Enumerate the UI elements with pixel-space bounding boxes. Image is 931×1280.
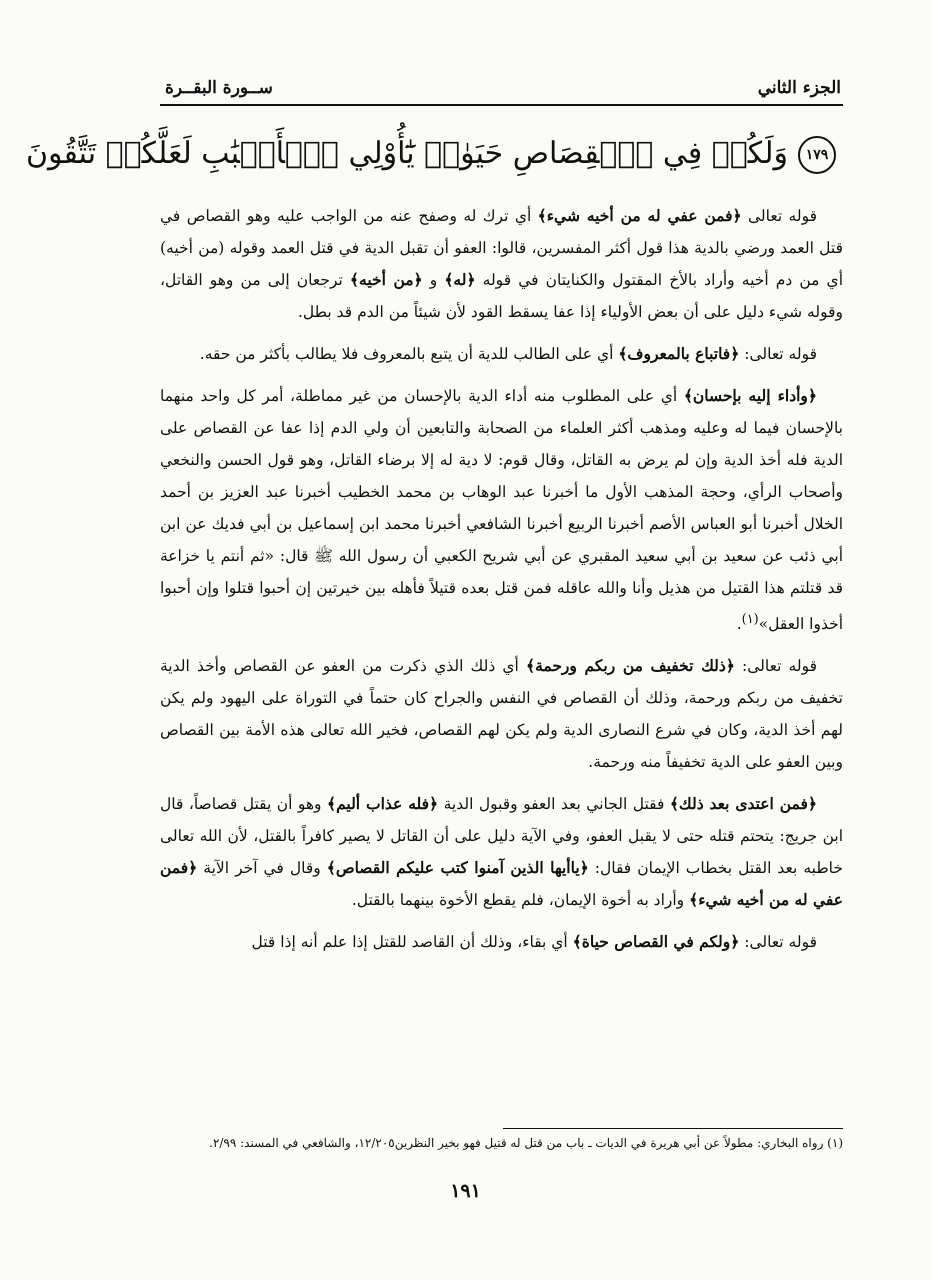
part-title: الجزء الثاني	[757, 78, 841, 98]
quoted-verse: ﴿فله عذاب أليم﴾	[327, 794, 439, 814]
text-run: أي ترك له وصفح عنه من الواجب عليه وهو القصاص في قتل العمد ورضي بالدية هذا قول أكثر المفسرين، قالوا: العفو أن تقبل الدية في قتل العمد وقوله (من أخيه) أي من دم أخيه وأراد بالأخ المقتول والكنايتان في قوله	[160, 207, 843, 289]
text-run: أي ذلك الذي ذكرت من العفو عن القصاص وأخذ الدية تخفيف من ربكم ورحمة، وذلك أن القصاص في النفس والجراح كان حتماً في التوراة على اليهود ولم يكن لهم أخذ الدية، وكان في شرع النصارى الدية ولم يكن لهم القصاص، فخير الله تعالى هذه الأمة بين القصاص وبين العفو على الدية تخفيفاً منه ورحمة.	[160, 657, 843, 772]
quoted-verse: ﴿من أخيه﴾	[349, 270, 423, 289]
quoted-verse: ﴿وأداء إليه بإحسان﴾	[683, 386, 817, 405]
page-number: ١٩١	[450, 1180, 481, 1202]
footnote-ref[interactable]: (١)	[741, 612, 759, 627]
quoted-verse: ﴿له﴾	[444, 270, 476, 289]
surah-title: ســورة البقــرة	[165, 78, 273, 98]
quoted-verse: ﴿فاتباع بالمعروف﴾	[618, 344, 740, 363]
paragraph	[160, 926, 843, 958]
quoted-verse: ﴿ياأيها الذين آمنوا كتب عليكم القصاص﴾	[326, 858, 589, 878]
quoted-verse: ﴿فمن اعتدى بعد ذلك﴾	[669, 794, 818, 814]
text-run: قوله تعالى:	[734, 657, 817, 676]
ayah-number-marker: ١٧٩	[798, 136, 836, 174]
header-rule	[160, 104, 843, 106]
commentary-body	[160, 200, 843, 968]
paragraph	[160, 200, 843, 328]
footnote: (١) رواه البخاري: مطولاً عن أبي هريرة في الديات ـ باب من قتل له قتيل فهو بخير النظرين١٢/٢٠٥، والشافعي في المسند: ٢/٩٩.	[209, 1136, 843, 1150]
text-run: قوله تعالى:	[739, 933, 817, 952]
quoted-verse: ﴿ولكم في القصاص حياة﴾	[572, 932, 740, 952]
quran-verse	[25, 126, 836, 182]
text-run: أي على المطلوب منه أداء الدية بالإحسان من غير مماطلة، أمر كل واحد منهما بالإحسان فيما له وعليه ومذهب أكثر العلماء من الصحابة والتابعين أن ولي الدم إذا عفا عن القصاص على الدية فله أخذ الدية وإن لم يرض به القاتل، وقال قوم: لا دية له إلا برضاء القاتل، وهو قول الحسن والنخعي وأصحاب الرأي، وحجة المذهب الأول ما أخبرنا عبد الوهاب بن محمد الخطيب أخبرنا عبد العزيز بن أحمد الخلال أخبرنا أبو العباس الأصم أخبرنا الربيع أخبرنا الشافعي أخبرنا محمد ابن إسماعيل بن أبي فديك عن ابن أبي ذئب عن سعيد بن أبي سعيد المقبري عن أبي شريح الكعبي أن رسول الله ﷺ قال: «ثم أنتم يا خزاعة قد قتلتم هذا القتيل من هذيل وأنا والله عاقله فمن قتل بعده قتيلاً فأهله بين خيرتين إن أحبوا قتلوا وإن أحبوا أخذوا العقل»	[160, 387, 843, 634]
quoted-verse: ﴿فمن عفي له من أخيه شيء﴾	[537, 206, 742, 225]
text-run: قوله تعالى	[741, 207, 818, 225]
running-header	[165, 70, 841, 98]
paragraph	[160, 338, 843, 370]
verse-text: وَلَكُمۡ فِي ٱلۡقِصَاصِ حَيَوٰةٞ يَٰٓأُوْلِي ٱلۡأَلۡبَٰبِ لَعَلَّكُمۡ تَتَّقُونَ	[25, 136, 788, 171]
text-run: ترجعان إلى من وهو القاتل، وقوله شيء دليل على أن بعض الأولياء إذا عفا يسقط القود لأن شيئاً من الدم قد بطل.	[160, 271, 843, 321]
text-run: وأراد به أخوة الإيمان، فلم يقطع الأخوة بينهما بالقتل.	[351, 891, 690, 910]
footnote-rule	[503, 1128, 843, 1129]
paragraph	[160, 380, 843, 640]
text-run: .	[736, 615, 742, 634]
text-run: فقتل الجاني بعد العفو وقبول الدية	[438, 795, 670, 814]
text-run: وهو أن يقتل قصاصاً، قال ابن جريج: يتحتم قتله حتى لا يقبل العفو، وفي الآية دليل على أن القاتل لا يصير كافراً بالقتل، لأن الله تعالى خاطبه بعد القتل بخطاب الإيمان فقال:	[160, 795, 843, 878]
text-run: وقال في آخر الآية	[197, 859, 327, 878]
text-run: و	[422, 271, 445, 289]
quoted-verse: ﴿ذلك تخفيف من ربكم ورحمة﴾	[526, 656, 735, 676]
text-run: أي بقاء، وذلك أن القاصد للقتل إذا علم أنه إذا قتل	[251, 933, 573, 952]
quoted-verse: ﴿فمن عفي له من أخيه شيء﴾	[160, 858, 843, 910]
text-run: أي على الطالب للدية أن يتبع بالمعروف فلا يطالب بأكثر من حقه.	[199, 345, 619, 363]
paragraph	[160, 788, 843, 916]
text-run: قوله تعالى:	[739, 345, 817, 363]
paragraph	[160, 650, 843, 778]
